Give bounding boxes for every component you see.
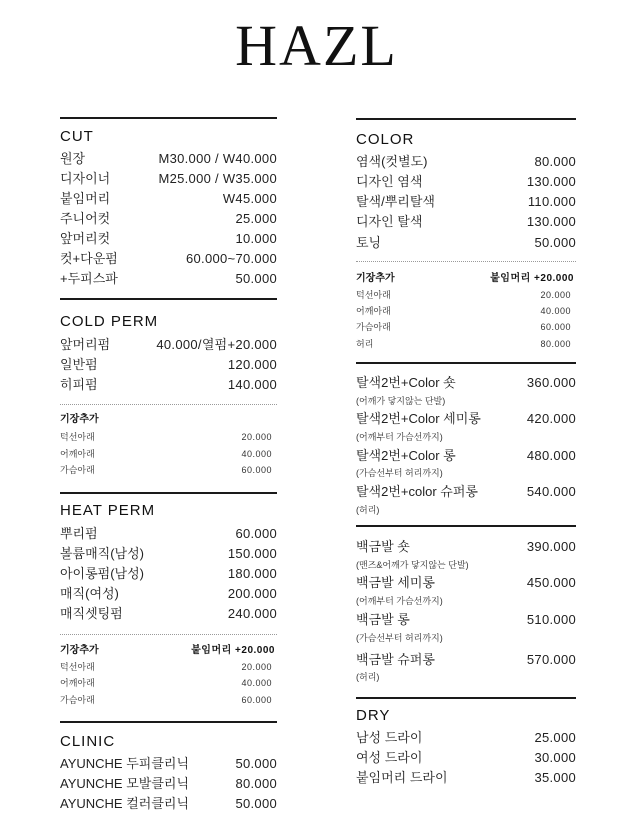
item-name: 원장 xyxy=(60,151,86,166)
item-price: 540.000 xyxy=(526,484,576,499)
item-length-note: (어깨부터 가슴선까지) xyxy=(356,596,443,606)
item-length-note: (맨즈&어깨가 닿지않는 단발) xyxy=(356,560,469,570)
item-name: 뿌리펌 xyxy=(60,526,98,541)
item-name: 백금발 세미롱 xyxy=(356,575,435,590)
item-price: 60.000 xyxy=(241,465,272,475)
item-price: 20.000 xyxy=(241,432,272,442)
item-length-note: (가슴선부터 허리까지) xyxy=(356,633,443,643)
item-name: 붙임머리 xyxy=(60,191,111,206)
item-price: 20.000 xyxy=(540,290,571,300)
item-price: 40.000 xyxy=(540,306,571,316)
item-name: 컷+다운펌 xyxy=(60,251,118,266)
item-price: 10.000 xyxy=(235,231,277,246)
item-price: 150.000 xyxy=(227,546,277,561)
extra-length-title: 기장추가 xyxy=(60,414,99,425)
item-name: 염색(컷별도) xyxy=(356,154,428,169)
item-price: M30.000 / W40.000 xyxy=(158,151,277,166)
item-name: 어깨아래 xyxy=(60,678,95,688)
section-divider xyxy=(60,721,277,723)
item-length-note: (가슴선부터 허리까지) xyxy=(356,468,443,478)
item-price: 60.000~70.000 xyxy=(185,251,277,266)
section-divider xyxy=(356,118,576,120)
item-price: 360.000 xyxy=(526,375,576,390)
cut-title: CUT xyxy=(60,128,94,145)
item-price: 40.000 xyxy=(241,449,272,459)
item-price: 60.000 xyxy=(241,695,272,705)
item-name: 매직셋팅펌 xyxy=(60,606,123,621)
item-name: 탈색2번+Color 롱 xyxy=(356,448,456,463)
item-price: 140.000 xyxy=(227,377,277,392)
section-divider xyxy=(356,697,576,699)
item-price: 50.000 xyxy=(235,271,277,286)
extension-surcharge: 붙임머리 +20.000 xyxy=(490,273,574,284)
item-price: 570.000 xyxy=(526,652,576,667)
item-name: 주니어컷 xyxy=(60,211,111,226)
item-name: AYUNCHE 모발클리닉 xyxy=(60,776,190,791)
item-name: 탈색/뿌리탈색 xyxy=(356,194,435,209)
item-name: 허리 xyxy=(356,339,374,349)
item-name: 볼륨매직(남성) xyxy=(60,546,145,561)
item-name: 턱선아래 xyxy=(356,290,391,300)
section-divider xyxy=(356,362,576,364)
section-divider xyxy=(60,117,277,119)
item-name: 탈색2번+Color 숏 xyxy=(356,375,456,390)
section-divider xyxy=(60,298,277,300)
item-price: 60.000 xyxy=(540,322,571,332)
item-price: 30.000 xyxy=(534,750,576,765)
extra-length-title: 기장추가 xyxy=(60,645,99,656)
dotted-divider xyxy=(356,261,576,262)
item-name: 붙임머리 드라이 xyxy=(356,770,448,785)
item-price: 510.000 xyxy=(526,612,576,627)
item-price: 480.000 xyxy=(526,448,576,463)
item-price: W45.000 xyxy=(222,191,277,206)
item-name: 탈색2번+Color 세미롱 xyxy=(356,411,481,426)
item-price: 80.000 xyxy=(540,339,571,349)
heat-perm-title: HEAT PERM xyxy=(60,502,156,519)
item-price: 240.000 xyxy=(227,606,277,621)
item-length-note: (어깨가 닿지않는 단발) xyxy=(356,396,446,406)
item-name: 가슴아래 xyxy=(60,695,95,705)
item-price: 120.000 xyxy=(227,357,277,372)
dotted-divider xyxy=(60,634,277,635)
item-name: 앞머리컷 xyxy=(60,231,111,246)
item-name: 백금발 슈퍼롱 xyxy=(356,652,435,667)
item-name: 디자인 염색 xyxy=(356,174,423,189)
item-price: 25.000 xyxy=(534,730,576,745)
item-price: 20.000 xyxy=(241,662,272,672)
item-name: 어깨아래 xyxy=(356,306,391,316)
section-divider xyxy=(356,525,576,527)
dotted-divider xyxy=(60,404,277,405)
clinic-title: CLINIC xyxy=(60,733,116,750)
item-name: 토닝 xyxy=(356,235,382,250)
extension-surcharge: 붙임머리 +20.000 xyxy=(191,645,275,656)
item-name: AYUNCHE 두피클리닉 xyxy=(60,756,190,771)
item-price: 110.000 xyxy=(527,194,576,209)
item-length-note: (어깨부터 가슴선까지) xyxy=(356,432,443,442)
item-name: 디자이너 xyxy=(60,171,111,186)
item-price: 50.000 xyxy=(235,756,277,771)
section-divider xyxy=(60,492,277,494)
item-price: 25.000 xyxy=(235,211,277,226)
item-name: 가슴아래 xyxy=(356,322,391,332)
item-price: 40.000 xyxy=(241,678,272,688)
item-price: 200.000 xyxy=(227,586,277,601)
dry-title: DRY xyxy=(356,707,391,724)
item-price: 40.000/열펌+20.000 xyxy=(156,337,277,352)
extra-length-title: 기장추가 xyxy=(356,273,395,284)
item-name: 매직(여성) xyxy=(60,586,119,601)
color-title: COLOR xyxy=(356,131,415,148)
item-name: 턱선아래 xyxy=(60,432,95,442)
item-price: 420.000 xyxy=(526,411,576,426)
item-price: 390.000 xyxy=(526,539,576,554)
cold-perm-title: COLD PERM xyxy=(60,313,159,330)
item-name: 남성 드라이 xyxy=(356,730,423,745)
item-name: 탈색2번+color 슈퍼롱 xyxy=(356,484,478,499)
item-price: 180.000 xyxy=(227,566,277,581)
item-name: 백금발 롱 xyxy=(356,612,410,627)
item-name: 백금발 숏 xyxy=(356,539,410,554)
item-price: 130.000 xyxy=(526,174,576,189)
item-price: 50.000 xyxy=(534,235,576,250)
item-price: 80.000 xyxy=(235,776,277,791)
item-name: 디자인 탈색 xyxy=(356,214,423,229)
item-name: 앞머리펌 xyxy=(60,337,111,352)
item-name: 히피펌 xyxy=(60,377,98,392)
item-price: 60.000 xyxy=(235,526,277,541)
item-name: 어깨아래 xyxy=(60,449,95,459)
item-name: AYUNCHE 컬러클리닉 xyxy=(60,796,190,811)
item-name: 아이롱펌(남성) xyxy=(60,566,145,581)
item-name: 턱선아래 xyxy=(60,662,95,672)
item-name: 일반펌 xyxy=(60,357,98,372)
item-length-note: (허리) xyxy=(356,505,380,515)
item-name: 가슴아래 xyxy=(60,465,95,475)
item-price: 50.000 xyxy=(235,796,277,811)
item-price: 130.000 xyxy=(526,214,576,229)
item-price: 35.000 xyxy=(534,770,576,785)
item-name: 여성 드라이 xyxy=(356,750,423,765)
item-name: +두피스파 xyxy=(60,271,118,286)
item-price: M25.000 / W35.000 xyxy=(158,171,277,186)
item-price: 80.000 xyxy=(534,154,576,169)
item-price: 450.000 xyxy=(526,575,576,590)
brand-logo: HAZL xyxy=(235,13,398,78)
item-length-note: (허리) xyxy=(356,672,380,682)
